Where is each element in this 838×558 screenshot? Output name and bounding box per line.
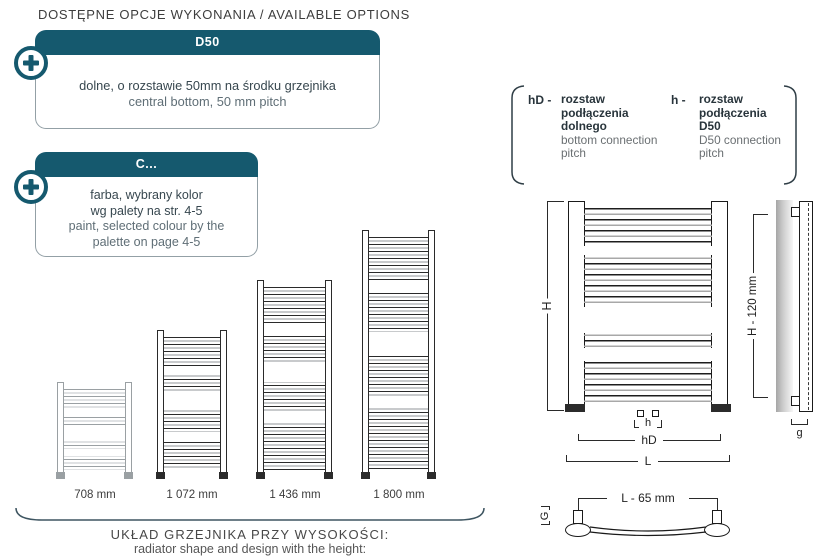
option-text-pl: dolne, o rozstawie 50mm na środku grzejnika <box>79 78 336 93</box>
collector-right <box>711 201 728 411</box>
plus-icon <box>14 170 48 204</box>
height-label: 1 436 mm <box>269 489 321 501</box>
option-text-en: palette on page 4-5 <box>92 234 201 249</box>
dim-label-h: h <box>644 417 652 429</box>
collector-top-view <box>573 510 583 524</box>
legend-entry-h: rozstaw podłączenia D50 D50 connection pitch <box>699 92 781 160</box>
option-text-en: paint, selected colour by the <box>68 219 225 233</box>
mounting-bracket <box>791 207 800 217</box>
dim-label-G: G <box>539 511 551 521</box>
footer-heading-pl: UKŁAD GRZEJNIKA PRZY WYSOKOŚCI: <box>110 527 390 542</box>
dim-line-G <box>541 506 550 510</box>
collector-foot <box>711 404 731 412</box>
dim-label-L: L <box>638 454 658 468</box>
wall-shading <box>776 200 793 412</box>
legend-paren-left <box>505 84 527 186</box>
radiator-drawing-708 <box>57 382 132 478</box>
legend-key-h: h - <box>671 93 686 107</box>
option-text-pl: wg palety na str. 4-5 <box>90 203 203 218</box>
radiator-drawing-1436 <box>257 280 332 478</box>
option-card-d50 <box>35 30 380 129</box>
radiator-drawing-1800 <box>362 230 435 478</box>
legend-key-hd: hD - <box>528 93 552 107</box>
height-label: 708 mm <box>74 489 116 501</box>
connection-stub <box>652 410 659 417</box>
dim-line-g <box>791 419 808 425</box>
option-card-colour <box>35 152 258 257</box>
option-text-pl: farba, wybrany kolor <box>90 188 203 202</box>
radiator-side-profile <box>799 201 813 412</box>
connection-stub <box>637 410 644 417</box>
tube-bank <box>584 208 712 404</box>
option-header-d50: D50 <box>35 30 380 55</box>
height-label: 1 800 mm <box>373 489 425 501</box>
legend-entry-hd: rozstaw podłączenia dolnego bottom connection pitch <box>561 92 658 160</box>
bowed-tube-top-view <box>588 522 708 542</box>
dim-label-H120: H - 120 mm <box>747 273 759 339</box>
collector-top-view <box>712 510 722 524</box>
collector-foot <box>565 404 585 412</box>
option-text-en: central bottom, 50 mm pitch <box>128 93 287 109</box>
option-body-colour <box>35 177 258 257</box>
page-title: DOSTĘPNE OPCJE WYKONANIA / AVAILABLE OPTIONS <box>38 7 411 22</box>
dim-label-L65: L - 65 mm <box>607 491 689 505</box>
radiator-drawing-1072 <box>157 330 227 478</box>
dim-label-g: g <box>796 427 803 439</box>
footer-heading-en: radiator shape and design with the height: <box>133 542 367 556</box>
dim-label-H: H <box>540 298 554 313</box>
option-body-d50 <box>35 55 380 129</box>
height-label: 1 072 mm <box>166 489 218 501</box>
side-profile-dashed-line <box>808 203 809 410</box>
mounting-bracket <box>791 396 800 406</box>
plus-icon <box>14 46 48 80</box>
dim-label-hD: hD <box>635 433 663 447</box>
option-header-colour: C... <box>35 152 258 177</box>
underbrace <box>12 504 488 524</box>
collector-left <box>568 201 585 411</box>
